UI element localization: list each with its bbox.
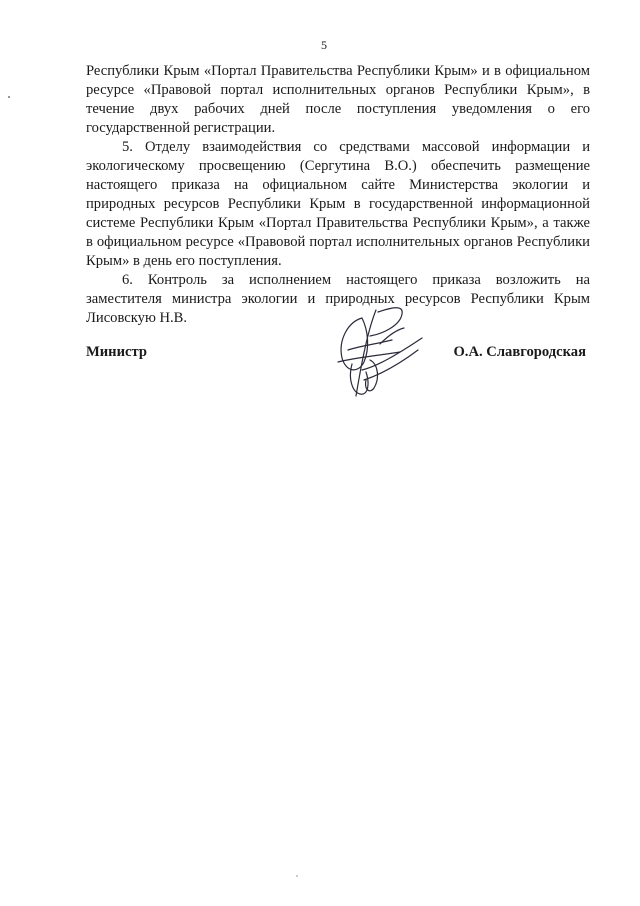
paragraph-item-6: 6. Контроль за исполнением настоящего приказа возложить на заместителя министра экологии и природных ресурсов Республики Крым Лисовскую Н.В. (86, 272, 590, 326)
scan-speck (296, 875, 298, 877)
handwritten-signature (318, 300, 428, 412)
paragraph-continuation: Республики Крым «Портал Правительства Республики Крым» и в официальном ресурсе «Правовой портал исполнительных органов Республики Крым», в течение двух рабочих дней после поступления уведомления о его государственной регистрации. (86, 63, 590, 136)
page-number: 5 (321, 38, 327, 52)
paragraph-item-5: 5. Отделу взаимодействия со средствами массовой информации и экологическому просвещению (Сергутина В.О.) обеспечить размещение настоящего приказа на официальном сайте Министерства экологии и природных ресурсов Республики Крым в государственной информационной системе Республики Крым «Портал Правительства Республики Крым», а также в официальном ресурсе «Правовой портал исполнительных органов Республики Крым» в день его поступления. (86, 139, 590, 269)
signer-name: О.А. Славгородская (453, 344, 586, 360)
scan-speck (8, 96, 10, 98)
document-body (86, 62, 590, 328)
signer-title: Министр (86, 344, 147, 360)
